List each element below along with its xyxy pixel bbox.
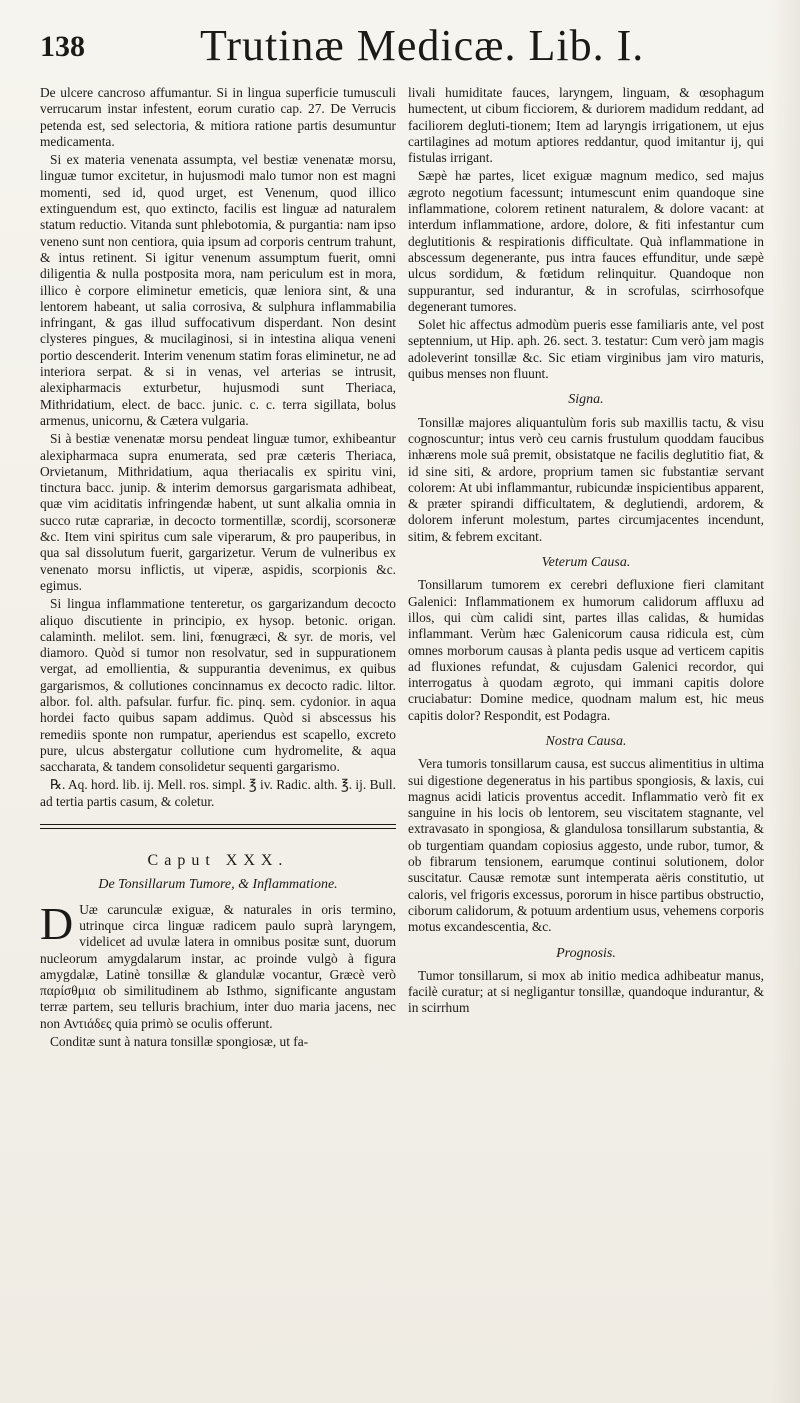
chapter-title: De Tonsillarum Tumore, & Inflammatione. xyxy=(98,877,338,893)
section-heading-prognosis: Prognosis. xyxy=(556,945,616,961)
paragraph-with-dropcap xyxy=(40,897,396,1032)
page-number: 138 xyxy=(40,30,85,63)
section-heading-veterum: Veterum Causa. xyxy=(541,555,631,571)
chapter-heading: Caput XXX. xyxy=(147,852,289,870)
right-column xyxy=(408,85,764,1019)
paragraph: Vera tumoris tonsillarum causa, est succus alimentitius in ultima sui digestione degeneratus in his partibus spongiosis, & laxis, cui magnus acidi laticis proventus accedit. Inflammatio verò fit ex sanguine in his locis ob lentorem, seu viscitatem stagnante, vel extravasato in spongiosa, & glandulosa tonsillarum substantia, & ob turgentiam quandam copiosius aggesto, unde rubor, tumor, & ob fibrarum tensionem, earumque continui solutionem, dolor suscitatur. Causæ remotæ sunt intemperata aëris constitutio, ut caloris, vel frigoris excessus, pororum in hisce partibus obstructio, ciborum calidorum, & potuum ardentium usus, vehemens corporis motus excandescentia, &c. xyxy=(408,756,764,935)
page-header xyxy=(40,20,760,80)
section-divider xyxy=(40,824,396,829)
paragraph: Tonsillarum tumorem ex cerebri defluxione fieri clamitant Galenici: Inflammationem ex humorum calidorum affluxu ad illos, qui cùm calidi sint, partes illas calidas, & humidas inflammant. Verùm hæc Galenicorum causa ridicula est, cùm omnes morborum causas à planta pedis usque ad verticem capitis ad fluxiones refundat, & cujusdam Galenici recordor, qui interrogatus à quodam ægroto, qui immani capitis dolore cruciabatur: Domine medice, quodnam malum est, hic meus capitis dolor? Respondit, est Podagra. xyxy=(408,577,764,723)
paragraph: De ulcere cancroso affumantur. Si in lingua superficie tumusculi verrucarum instar infestent, eorum curatio cap. 27. De Verrucis petenda est, sed selectoria, & mitiora ratione partis desumuntur medicamenta. xyxy=(40,85,396,149)
left-column xyxy=(40,85,396,1052)
paragraph: Si lingua inflammatione tenteretur, os gargarizandum decocto aliquo discutiente in principio, ex hysop. betonic. origan. calaminth. melilot. sem. lini, fœnugræci, & syr. de moris, vel diamoro. Quòd si tumor non resolvatur, sed in suppurationem vergat, ad emollientia, & suppurantia devenimus, ex quibus gargarismos, & collutiones concinnamus ex decocto radic. liltor. albor. fol. alth. pafsular. furfur. fic. pinq. sem. cydonior. in aqua hordei facto quibus sapam addimus. Quòd si abscessus his remediis sponte non rumpatur, aperiendus est scapello, excreto pure, ulcus abstergatur collutione cum hydromelite, & aqua saccharata, & tandem consolidetur sequenti gargarismo. xyxy=(40,596,396,775)
paragraph: Solet hic affectus admodùm pueris esse familiaris ante, vel post septennium, ut Hip. aph. 26. sect. 3. testatur: Cum verò jam magis adoleverint tonsillæ &c. Sic etiam virginibus jam viro maturis, quibus menses non fluunt. xyxy=(408,317,764,382)
paragraph: Tumor tonsillarum, si mox ab initio medica adhibeatur manus, facilè curatur; at si negligantur tonsillæ, quandoque indurantur, & in scirrhum xyxy=(408,967,764,1016)
paragraph: Si à bestiæ venenatæ morsu pendeat linguæ tumor, exhibeantur alexipharmaca supra enumerata, sed præ cæteris Theriaca, Orvietanum, Mithridatium, aqua theriacalis ex spiritu vini, tinctura bacc. junip. & interim demorsus gargarismata adhibeat, quæ vim aciditatis infringendæ habent, ut sunt alkalia omnia in succo rutæ caprariæ, in decocto tormentillæ, scordij, scorsoneræ &c. Item vini spiritus cum sale viperarum, & pro pauperibus, in qua sal dissolutum fuerit, gargarizetur. Verum de vulneribus ex venenato morsu inflictis, ut viperæ, aspidis, scorpionis &c. egimus. xyxy=(40,431,396,593)
paragraph: Si ex materia venenata assumpta, vel bestiæ venenatæ morsu, linguæ tumor excitetur, in hujusmodi malo tumor non est magni momenti, sed id, quod urget, est Venenum, quod illico extinguendum est, quo extincto, facilis est linguæ ad naturalem statum reductio. Vitanda sunt phlebotomia, & purgantia: nam ipso veneno sunt non centiora, quia ipsum ad corporis centrum trahunt, & intus retinent. Si igitur venenum assumptum fuerit, omni diligentia & nulla postposita mora, nam periculum est in mora, illico è corpore eliminetur emeticis, quæ leniora sint, & una lentorem habeant, ut salia corrosiva, & sulphura inflammabilia infringant, & gas illud suffocativum disperdant. Non desint clysteres pingues, & mucilaginosi, si in intestina aliqua veneni portio descenderit. Interim venenum statim foras eliminetur, ne ad interiora serpat. & si in venas, vel arterias se intrusit, alexipharmacis exturbetur, hujusmodi sunt Theriaca, Mithridatium, elect. de bacc. junic. c. c. terra sigillata, bolus armenus, unicornu, & Cætera vulgaria. xyxy=(40,152,396,428)
paragraph: Sæpè hæ partes, licet exiguæ magnum medico, sed majus ægroto negotium facessunt; intumescunt enim quandoque sine inflammatione, colorem retinent naturalem, & dolore vacant: at interdum inflammatione, ardore, dolore, & fiti infestantur cum deglutitionis & respirationis difficultate. Quà inflammatione in abscessum degenerante, pus intra fauces effunditur, unde sæpè ulcus sordidum, & fœtidum relinquitur. Quandoque non suppurantur, sed indurantur, & in scrofulas, scirrhosofque degenerant tumores. xyxy=(408,168,764,314)
paragraph: livali humiditate fauces, laryngem, linguam, & œsophagum humectent, ut cibum ficciorem, & duriorem madidum reddant, ad faciliorem degluti-tionem; Item ad laryngis irrigationem, ut ejus cartilagines ad motum aptiores reddantur, quod imitantur ij, qui fistulas irrigant. xyxy=(408,85,764,166)
section-heading-nostra: Nostra Causa. xyxy=(545,733,627,749)
paragraph-text: Uæ carunculæ exiguæ, & naturales in oris termino, utrinque circa linguæ radicem paulo suprà laryngem, videlicet ad uvulæ latera in omnibus positæ sunt, duorum nucleorum amygdalarum instar, ac proinde vulgò à figura amygdalæ, Latinè tonsillæ & glandulæ vocantur, Græcè verò παρίσθμια ob similitudinem ab Isthmo, significante angustam terræ partem, seu telluris brachium, inter duo maria jacens, nec non Αντιάδες quia primò se oculis offerunt. xyxy=(40,901,396,1031)
recipe: ℞. Aq. hord. lib. ij. Mell. ros. simpl. ℥ iv. Radic. alth. ℥. ij. Bull. ad tertia partis casum, & coletur. xyxy=(40,777,396,809)
drop-cap: D xyxy=(40,897,74,949)
page-edge-shadow xyxy=(770,0,800,1403)
section-heading-signa: Signa. xyxy=(568,392,604,408)
paragraph: Tonsillæ majores aliquantulùm foris sub maxillis tactu, & visu cognoscuntur; intus verò ceu carnis frustulum quoddam faucibus inhærens mole suâ premit, obsistatque ne facilis deglutitio fiat, & id sine siti, & ardore, proprium tamen sic fubstantiæ servant colorem: At ubi inflammantur, rubicundæ inspicientibus apparent, & præter spirandi difficultatem, & deglutiendi, ardorem, & dolorem inferunt molestum, partes circumjacentes incendunt, sitim, & febrem excitant. xyxy=(408,414,764,544)
running-title: Trutinæ Medicæ. Lib. I. xyxy=(200,21,645,70)
paragraph: Conditæ sunt à natura tonsillæ spongiosæ, ut fa- xyxy=(50,1034,309,1050)
